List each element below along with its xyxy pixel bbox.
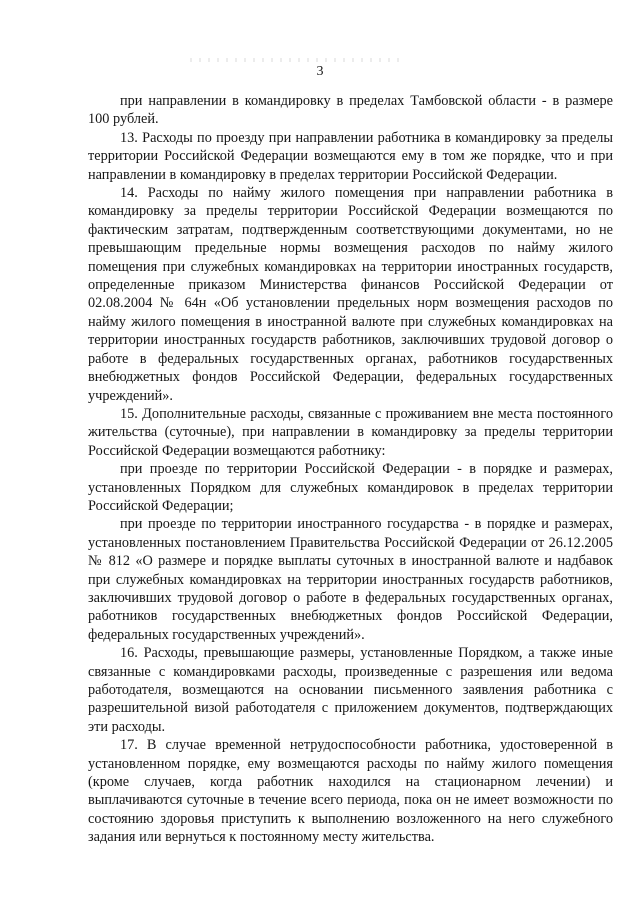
paragraph-17: 17. В случае временной нетрудоспособности работника, удостоверенной в установленном порядке, ему возмещаются расходы по найму жилого помещения (кроме случаев, когда работник находился на стационарном лечении) и выплачиваются суточные в течение всего периода, пока он не имеет возможности по состоянию здоровья приступить к выполнению возложенного на него служебного задания или вернуться к постоянному месту жительства. [88, 737, 613, 846]
paragraph-16: 16. Расходы, превышающие размеры, установленные Порядком, а также иные связанные с командировками расходы, произведенные с разрешения или ведома работодателя, возмещаются на основании письменного заявления работника с разрешительной визой работодателя с приложением документов, подтверждающих эти расходы. [88, 645, 613, 735]
paragraph-15-russia: при проезде по территории Российской Федерации - в порядке и размерах, установленных Порядком для служебных командировок в пределах территории Российской Федерации; [88, 461, 613, 514]
scan-artifact [190, 58, 400, 62]
paragraph-13: 13. Расходы по проезду при направлении работника в командировку за пределы территории Российской Федерации возмещаются ему в том же порядке, что и при направлении в командировку в пределах территории Российской Федерации. [88, 129, 613, 183]
page-number: 3 [316, 64, 324, 79]
paragraph-continuation: при направлении в командировку в пределах Тамбовской области - в размере 100 рублей. [88, 93, 613, 128]
paragraph-15: 15. Дополнительные расходы, связанные с проживанием вне места постоянного жительства (суточные), при направлении в командировку за пределы территории Российской Федерации возмещаются работнику: [88, 405, 613, 459]
document-body [88, 92, 613, 847]
paragraph-14: 14. Расходы по найму жилого помещения при направлении работника в командировку за пределы территории Российской Федерации возмещаются по фактическим затратам, подтвержденным соответствующими документами, но не превышающим предельные нормы возмещения расходов по найму жилого помещения при служебных командировках на территории иностранных государств, определенные приказом Министерства финансов Российской Федерации от 02.08.2004 № 64н «Об установлении предельных норм возмещения расходов по найму жилого помещения в иностранной валюте при служебных командировках на территории иностранных государств работников, заключивших трудовой договор о работе в федеральных государственных органах, работников государственных внебюджетных фондов Российской Федерации, федеральных государственных учреждений». [88, 185, 613, 404]
paragraph-15-foreign: при проезде по территории иностранного государства - в порядке и размерах, установленных постановлением Правительства Российской Федерации от 26.12.2005 № 812 «О размере и порядке выплаты суточных в иностранной валюте и надбавок при служебных командировках на территории иностранных государств работников, заключивших трудовой договор о работе в федеральных государственных органах, работников государственных внебюджетных фондов Российской Федерации, федеральных государственных учреждений». [88, 516, 613, 643]
